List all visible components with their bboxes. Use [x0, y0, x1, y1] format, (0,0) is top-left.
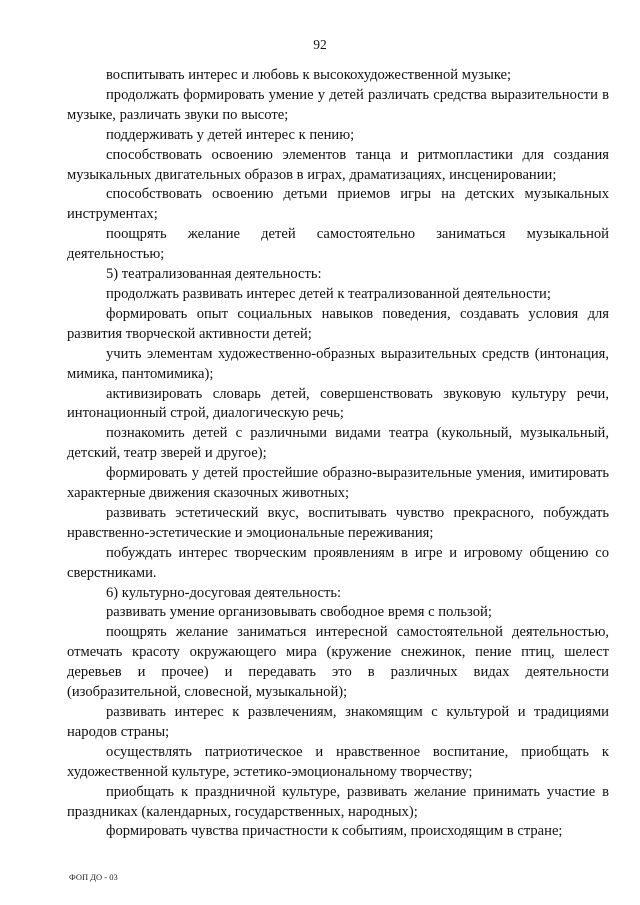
paragraph: поощрять желание детей самостоятельно заниматься музыкальной деятельностью; [67, 226, 609, 263]
paragraph: формировать опыт социальных навыков поведения, создавать условия для развития творческой активности детей; [67, 305, 609, 342]
paragraph: развивать эстетический вкус, воспитывать чувство прекрасного, побуждать нравственно-эстетические и эмоциональные переживания; [67, 504, 609, 541]
paragraph: приобщать к праздничной культуре, развивать желание принимать участие в праздниках (календарных, государственных, народных); [67, 783, 609, 820]
section-heading: 6) культурно-досуговая деятельность: [106, 584, 342, 601]
paragraph: способствовать освоению детьми приемов игры на детских музыкальных инструментах; [67, 186, 609, 223]
page-number: 92 [313, 37, 327, 52]
document-body [67, 66, 609, 842]
paragraph: познакомить детей с различными видами театра (кукольный, музыкальный, детский, театр зверей и другое); [67, 425, 609, 462]
paragraph: развивать умение организовывать свободное время с пользой; [106, 604, 492, 621]
paragraph: активизировать словарь детей, совершенствовать звуковую культуру речи, интонационный строй, диалогическую речь; [67, 385, 609, 422]
paragraph: формировать у детей простейшие образно-выразительные умения, имитировать характерные движения сказочных животных; [67, 465, 609, 502]
paragraph: продолжать развивать интерес детей к театрализованной деятельности; [106, 285, 551, 302]
paragraph: воспитывать интерес и любовь к высокохудожественной музыке; [106, 67, 512, 83]
paragraph: развивать интерес к развлечениям, знакомящим с культурой и традициями народов страны; [67, 704, 609, 740]
document-footer: ФОП ДО - 03 [69, 872, 118, 882]
paragraph: способствовать освоению элементов танца и ритмопластики для создания музыкальных двигательных образов в играх, драматизациях, инсценировании; [67, 146, 609, 183]
paragraph: побуждать интерес творческим проявлениям в игре и игровому общению со сверстниками. [67, 544, 609, 581]
paragraph: формировать чувства причастности к событиям, происходящим в стране; [106, 823, 563, 840]
paragraph: учить элементам художественно-образных выразительных средств (интонация, мимика, пантомимика); [67, 345, 609, 382]
paragraph: поддерживать у детей интерес к пению; [106, 126, 355, 143]
paragraph: продолжать формировать умение у детей различать средства выразительности в музыке, различать звуки по высоте; [67, 86, 609, 123]
section-heading: 5) театрализованная деятельность: [106, 266, 322, 283]
paragraph: поощрять желание заниматься интересной самостоятельной деятельностью, отмечать красоту окружающего мира (кружение снежинок, пение птиц, шелест деревьев и прочее) и передавать это в различных видах деятельности (изобразительной, словесной, музыкальной); [67, 624, 609, 701]
paragraph: осуществлять патриотическое и нравственное воспитание, приобщать к художественной культуре, эстетико-эмоциональному творчеству; [67, 743, 609, 780]
